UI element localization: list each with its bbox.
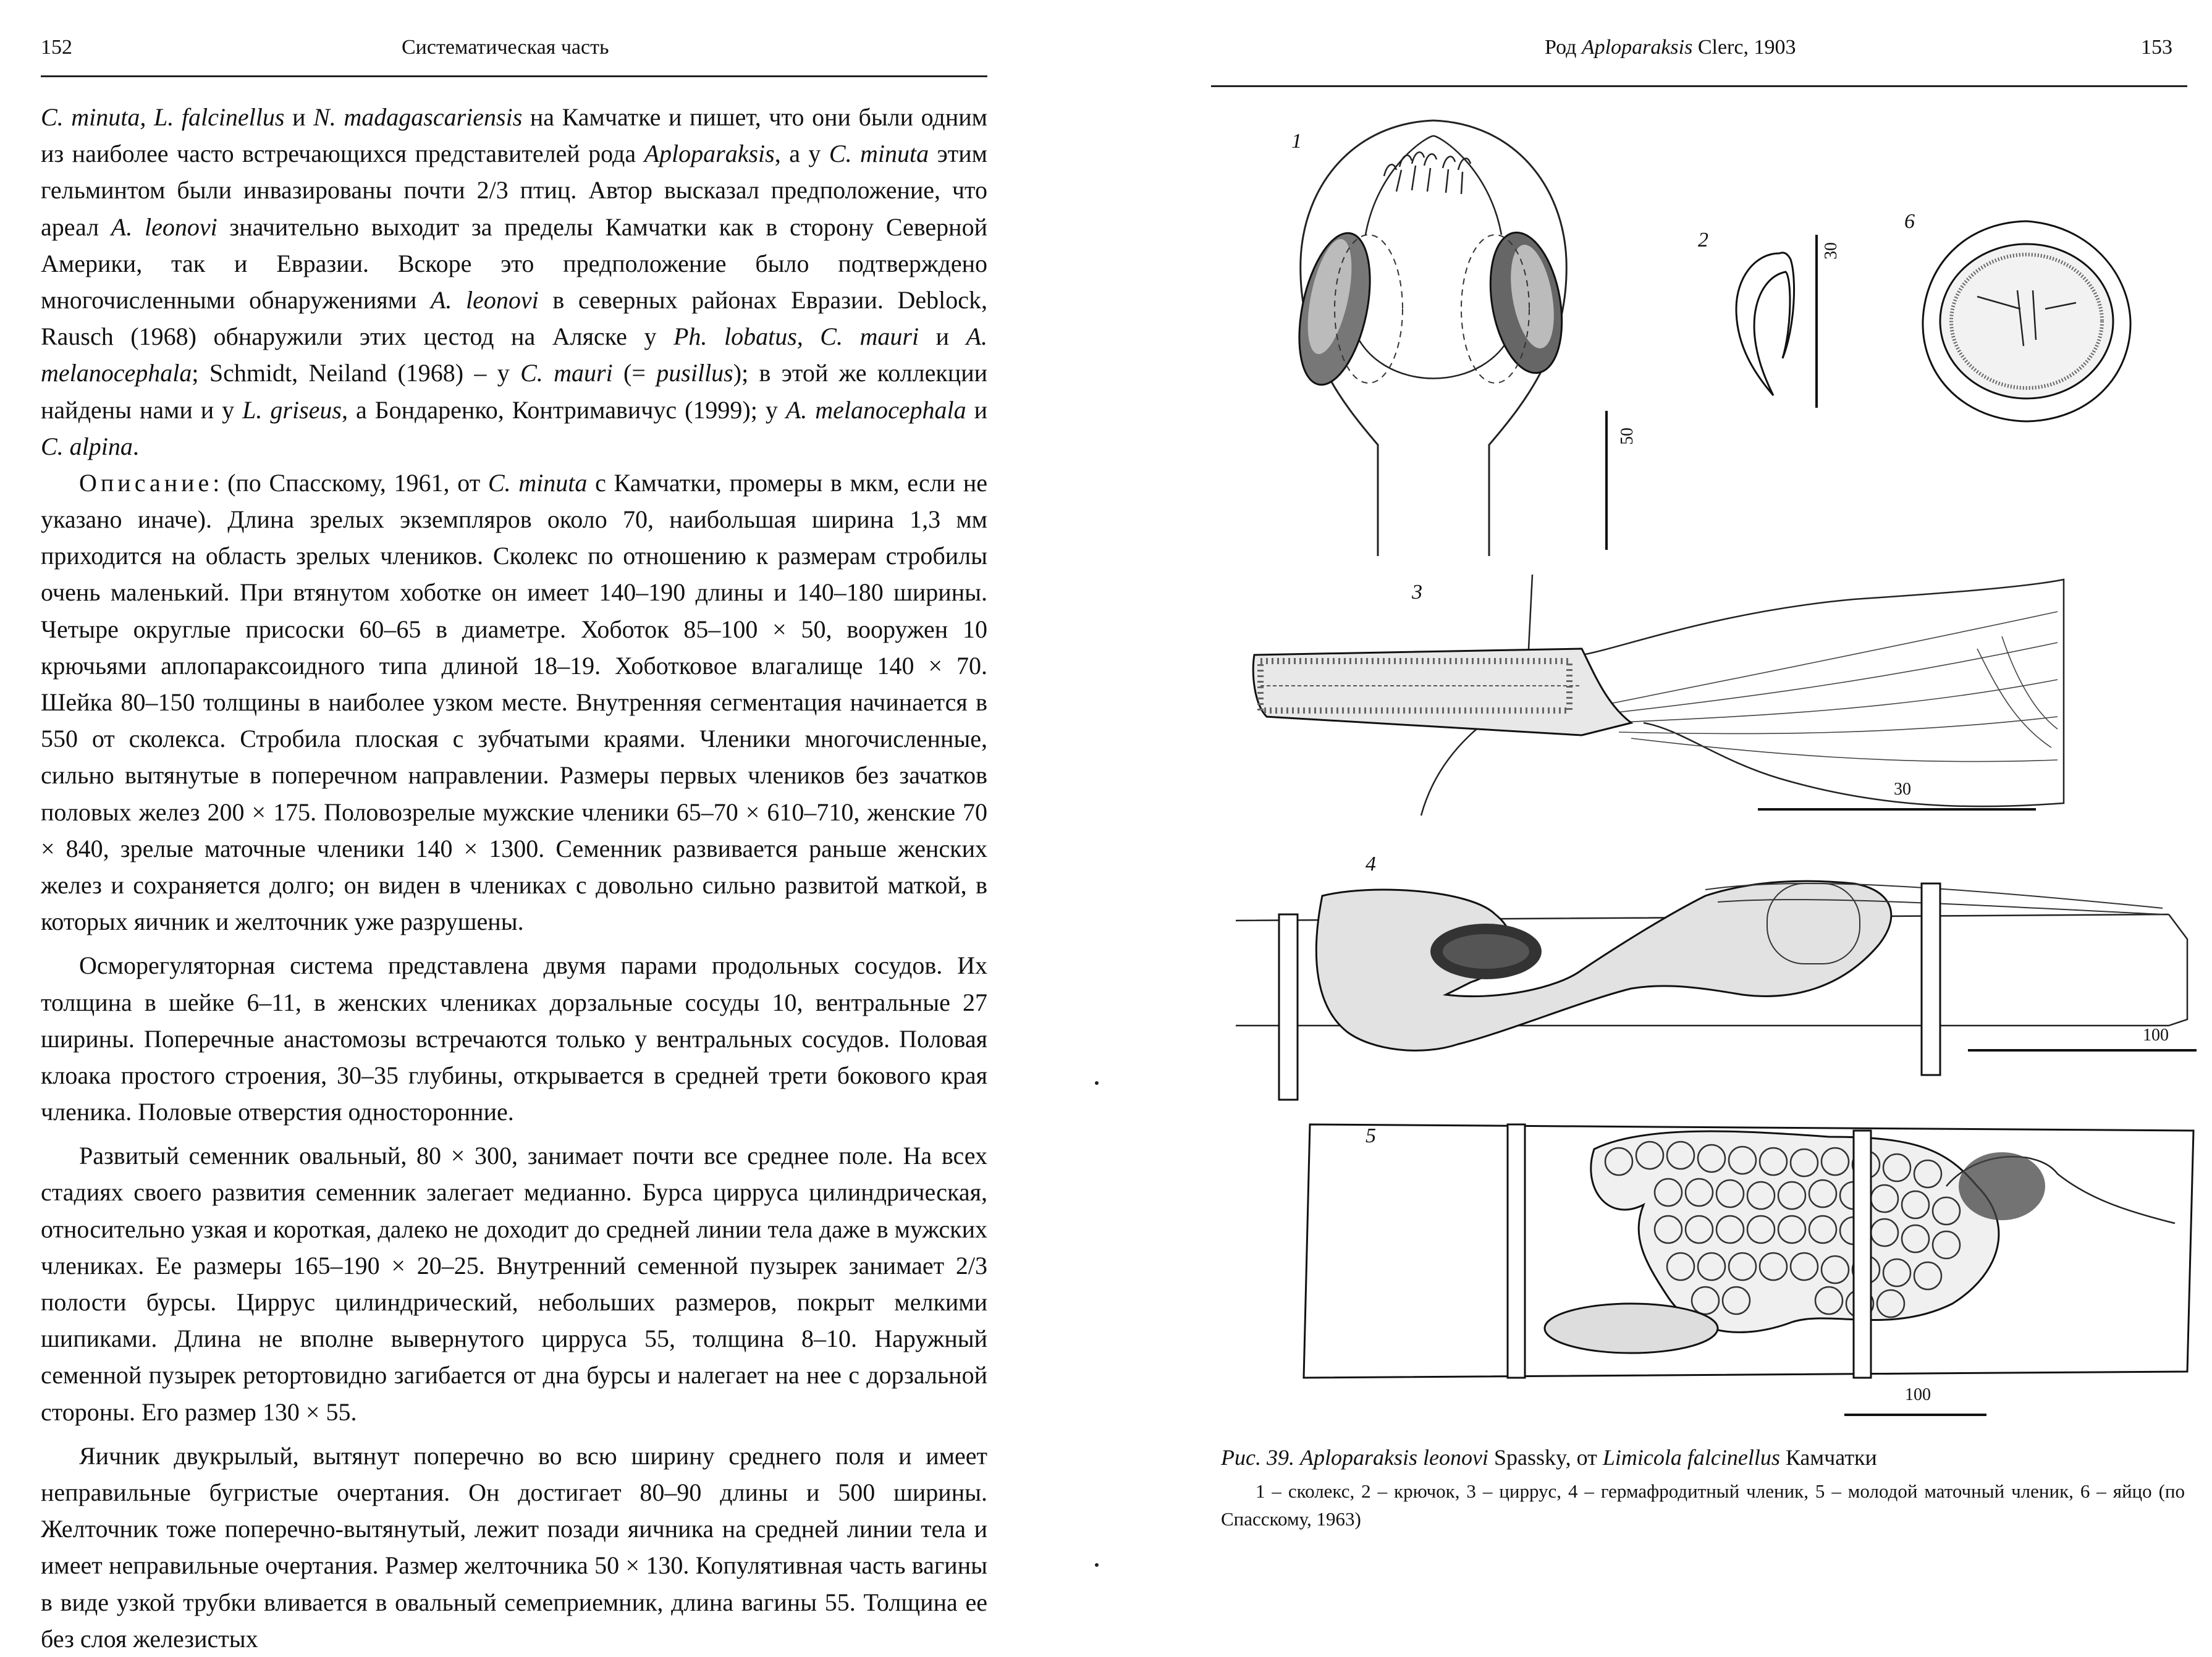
italic-name: C. minuta — [829, 140, 929, 168]
figure-legend: 1 – сколекс, 2 – крючок, 3 – циррус, 4 – гермафродитный членик, 5 – молодой маточный членик, 6 – яйцо (по Спасскому, 1963) — [1221, 1480, 2185, 1530]
italic-name: A. leonovi — [111, 213, 217, 241]
egg-drawing — [1915, 216, 2138, 426]
text-run: на Камчатке и пишет, что они были одним из наиболее часто встречающихся представителей рода — [41, 103, 987, 168]
italic-name: A. leonovi — [431, 285, 539, 314]
panel-label-6: 6 — [1904, 210, 1915, 233]
italic-name: C. alpina — [41, 432, 133, 460]
italic-name: N. madagascariensis — [313, 103, 523, 131]
italic-name: Aploparaksis — [644, 140, 775, 168]
figure-caption — [1221, 1444, 2185, 1470]
scale-label-5: 100 — [1905, 1385, 1931, 1404]
caption-mid1: Spassky, от — [1488, 1445, 1603, 1470]
header-rule-right — [1211, 85, 2187, 87]
panel-label-4: 4 — [1366, 853, 1376, 875]
caption-species: Aploparaksis leonovi — [1299, 1445, 1488, 1470]
right-page — [1112, 0, 2212, 1575]
body-text — [41, 99, 987, 1657]
italic-name: C. mauri — [520, 359, 613, 387]
text-run: Яичник двукрылый, вытянут поперечно во всю ширину среднего поля и имеет неправильные бугристые очертания. Он достигает 80–90 длины и 500 ширины. Желточник тоже поперечно-вытянутый, лежит позади яичника на средней линии тела и имеет неправильные очертания. Размер желточника 50 × 130. Копулятивная часть вагины в виде узкой трубки вливается в овальный семеприемник, длина вагины 55. Толщина ее без слоя железистых — [41, 1441, 987, 1653]
body-paragraph — [41, 1137, 987, 1430]
left-page — [0, 0, 1100, 1653]
text-run: этим гельминтом были инвазированы почти 2/3 птиц. Автор высказал предположение, что ареал — [41, 140, 987, 241]
text-run: , а у — [774, 140, 829, 168]
italic-name: A. melanocephala — [785, 395, 966, 424]
text-run: и — [919, 323, 966, 351]
segment-4-drawing — [1236, 846, 2193, 1106]
panel-label-3: 3 — [1412, 581, 1422, 604]
scale-bar-4 — [1965, 1044, 2200, 1056]
text-run: с Камчатки, промеры в мкм, если не указано иначе). Длина зрелых экземпляров около 70, наибольшая ширина 1,3 мм приходится на область зрелых члеников. Сколекс по отношению к размерам стробилы очень маленький. При втянутом хоботке он имеет 140–190 длины и 140–180 ширины. Четыре округлые присоски 60–65 в диаметре. Хоботок 85–100 × 50, вооружен 10 крючьями аплопараксоидного типа длиной 18–19. Хоботковое влагалище 140 × 70. Шейка 80–150 толщины в наиболее узком месте. Внутренняя сегментация начинается в 550 от сколекса. Стробила плоская с зубчатыми краями. Членики многочисленные, сильно вытянутые в поперечном направлении. Размеры первых члеников без зачатков половых желез 200 × 175. Половозрелые мужские членики 65–70 × 610–710, женские 70 × 840, зрелые маточные членики 140 × 1300. Семенник развивается раньше женских желез и сохраняется долго; он виден в члениках с довольно сильно развитой маткой, в которых яичник и желточник уже разрушены. — [41, 468, 987, 936]
text-run: в северных районах Евразии. Deblock, Rausch (1968) обнаружили этих цестод на Аляске у — [41, 285, 987, 351]
panel-label-2: 2 — [1698, 229, 1708, 251]
running-head-right — [1545, 36, 1796, 59]
scale-label-3: 30 — [1894, 780, 1911, 799]
hook-drawing — [1718, 241, 1798, 402]
text-run: ; Schmidt, Neiland (1968) – у — [192, 359, 521, 387]
gutter-mark — [1095, 1081, 1099, 1085]
scale-label-1: 50 — [1618, 428, 1637, 445]
text-run: Развитый семенник овальный, 80 × 300, занимает почти все среднее поле. На всех стадиях своего развития семенник залегает медианно. Бурса цирруса цилиндрическая, относительно узкая и короткая, далеко не доходит до средней линии тела даже в мужских члениках. Ее размеры 165–190 × 20–25. Внутренний семенной пузырек занимает 2/3 полости бурсы. Циррус цилиндрический, небольших размеров, покрыт мелкими шипиками. Длина не вполне вывернутого цирруса 55, толщина 8–10. Наружный семенной пузырек ретортовидно загибается от дна бурсы и налегает на нее с дорзальной стороны. Его размер 130 × 55. — [41, 1142, 987, 1426]
segment-5-drawing — [1236, 1112, 2193, 1396]
text-run: , а Бондаренко, Контримавичус (1999); у — [341, 395, 786, 424]
caption-prefix: Рис. 39. — [1221, 1445, 1300, 1470]
text-run: : (по Спасскому, 1961, от — [213, 468, 488, 497]
panel-label-1: 1 — [1291, 130, 1302, 153]
gutter-mark — [1095, 1563, 1099, 1567]
italic-name: Ph. lobatus, C. mauri — [673, 323, 919, 351]
caption-host: Limicola falcinellus — [1602, 1445, 1780, 1470]
scolex-drawing — [1273, 111, 1594, 568]
italic-name: A. melanocephala — [41, 323, 987, 387]
text-run: . — [132, 432, 139, 460]
italic-name: C. minuta — [488, 468, 588, 497]
cirrus-drawing — [1236, 575, 2193, 840]
body-paragraph — [41, 99, 987, 465]
panel-label-5: 5 — [1366, 1124, 1376, 1147]
caption-mid2: Камчатки — [1779, 1445, 1877, 1470]
running-head-suffix: Clerc, 1903 — [1692, 36, 1796, 59]
italic-name: pusillus — [656, 359, 733, 387]
page-number-right: 153 — [2141, 36, 2172, 59]
header-rule-left — [41, 75, 987, 77]
text-run: (= — [612, 359, 657, 387]
scale-bar-3 — [1755, 803, 2039, 816]
text-run: ); в этой же коллекции найдены нами и у — [41, 359, 988, 424]
text-run: и — [284, 103, 314, 131]
running-head-genus: Aploparaksis — [1581, 36, 1693, 59]
body-paragraph — [41, 947, 987, 1130]
text-run: и — [966, 395, 988, 424]
text-run: значительно выходит за пределы Камчатки как в сторону Северной Америки, так и Евразии. Вскоре это предположение было подтверждено многочисленными обнаружениями — [41, 213, 987, 314]
scale-label-2: 30 — [1822, 242, 1841, 259]
section-lead: Описание — [79, 468, 213, 497]
body-paragraph — [41, 465, 987, 940]
running-head-prefix: Род — [1545, 36, 1582, 59]
scale-label-4: 100 — [2143, 1026, 2169, 1045]
scale-bar-5 — [1841, 1409, 1990, 1421]
running-head-left: Систематическая часть — [402, 36, 609, 59]
text-run: Осморегуляторная система представлена двумя парами продольных сосудов. Их толщина в шейке 6–11, в женских члениках дорзальные сосуды 10, вентральные 27 ширины. Поперечные анастомозы встречаются только у вентральных сосудов. Половая клоака простого строения, 30–35 глубины, открывается в средней трети бокового края членика. Половые отверстия односторонние. — [41, 951, 987, 1126]
italic-name: L. griseus — [242, 395, 342, 424]
body-paragraph — [41, 1438, 987, 1657]
italic-name: C. minuta, L. falcinellus — [41, 103, 285, 131]
page-number-left: 152 — [41, 36, 72, 59]
